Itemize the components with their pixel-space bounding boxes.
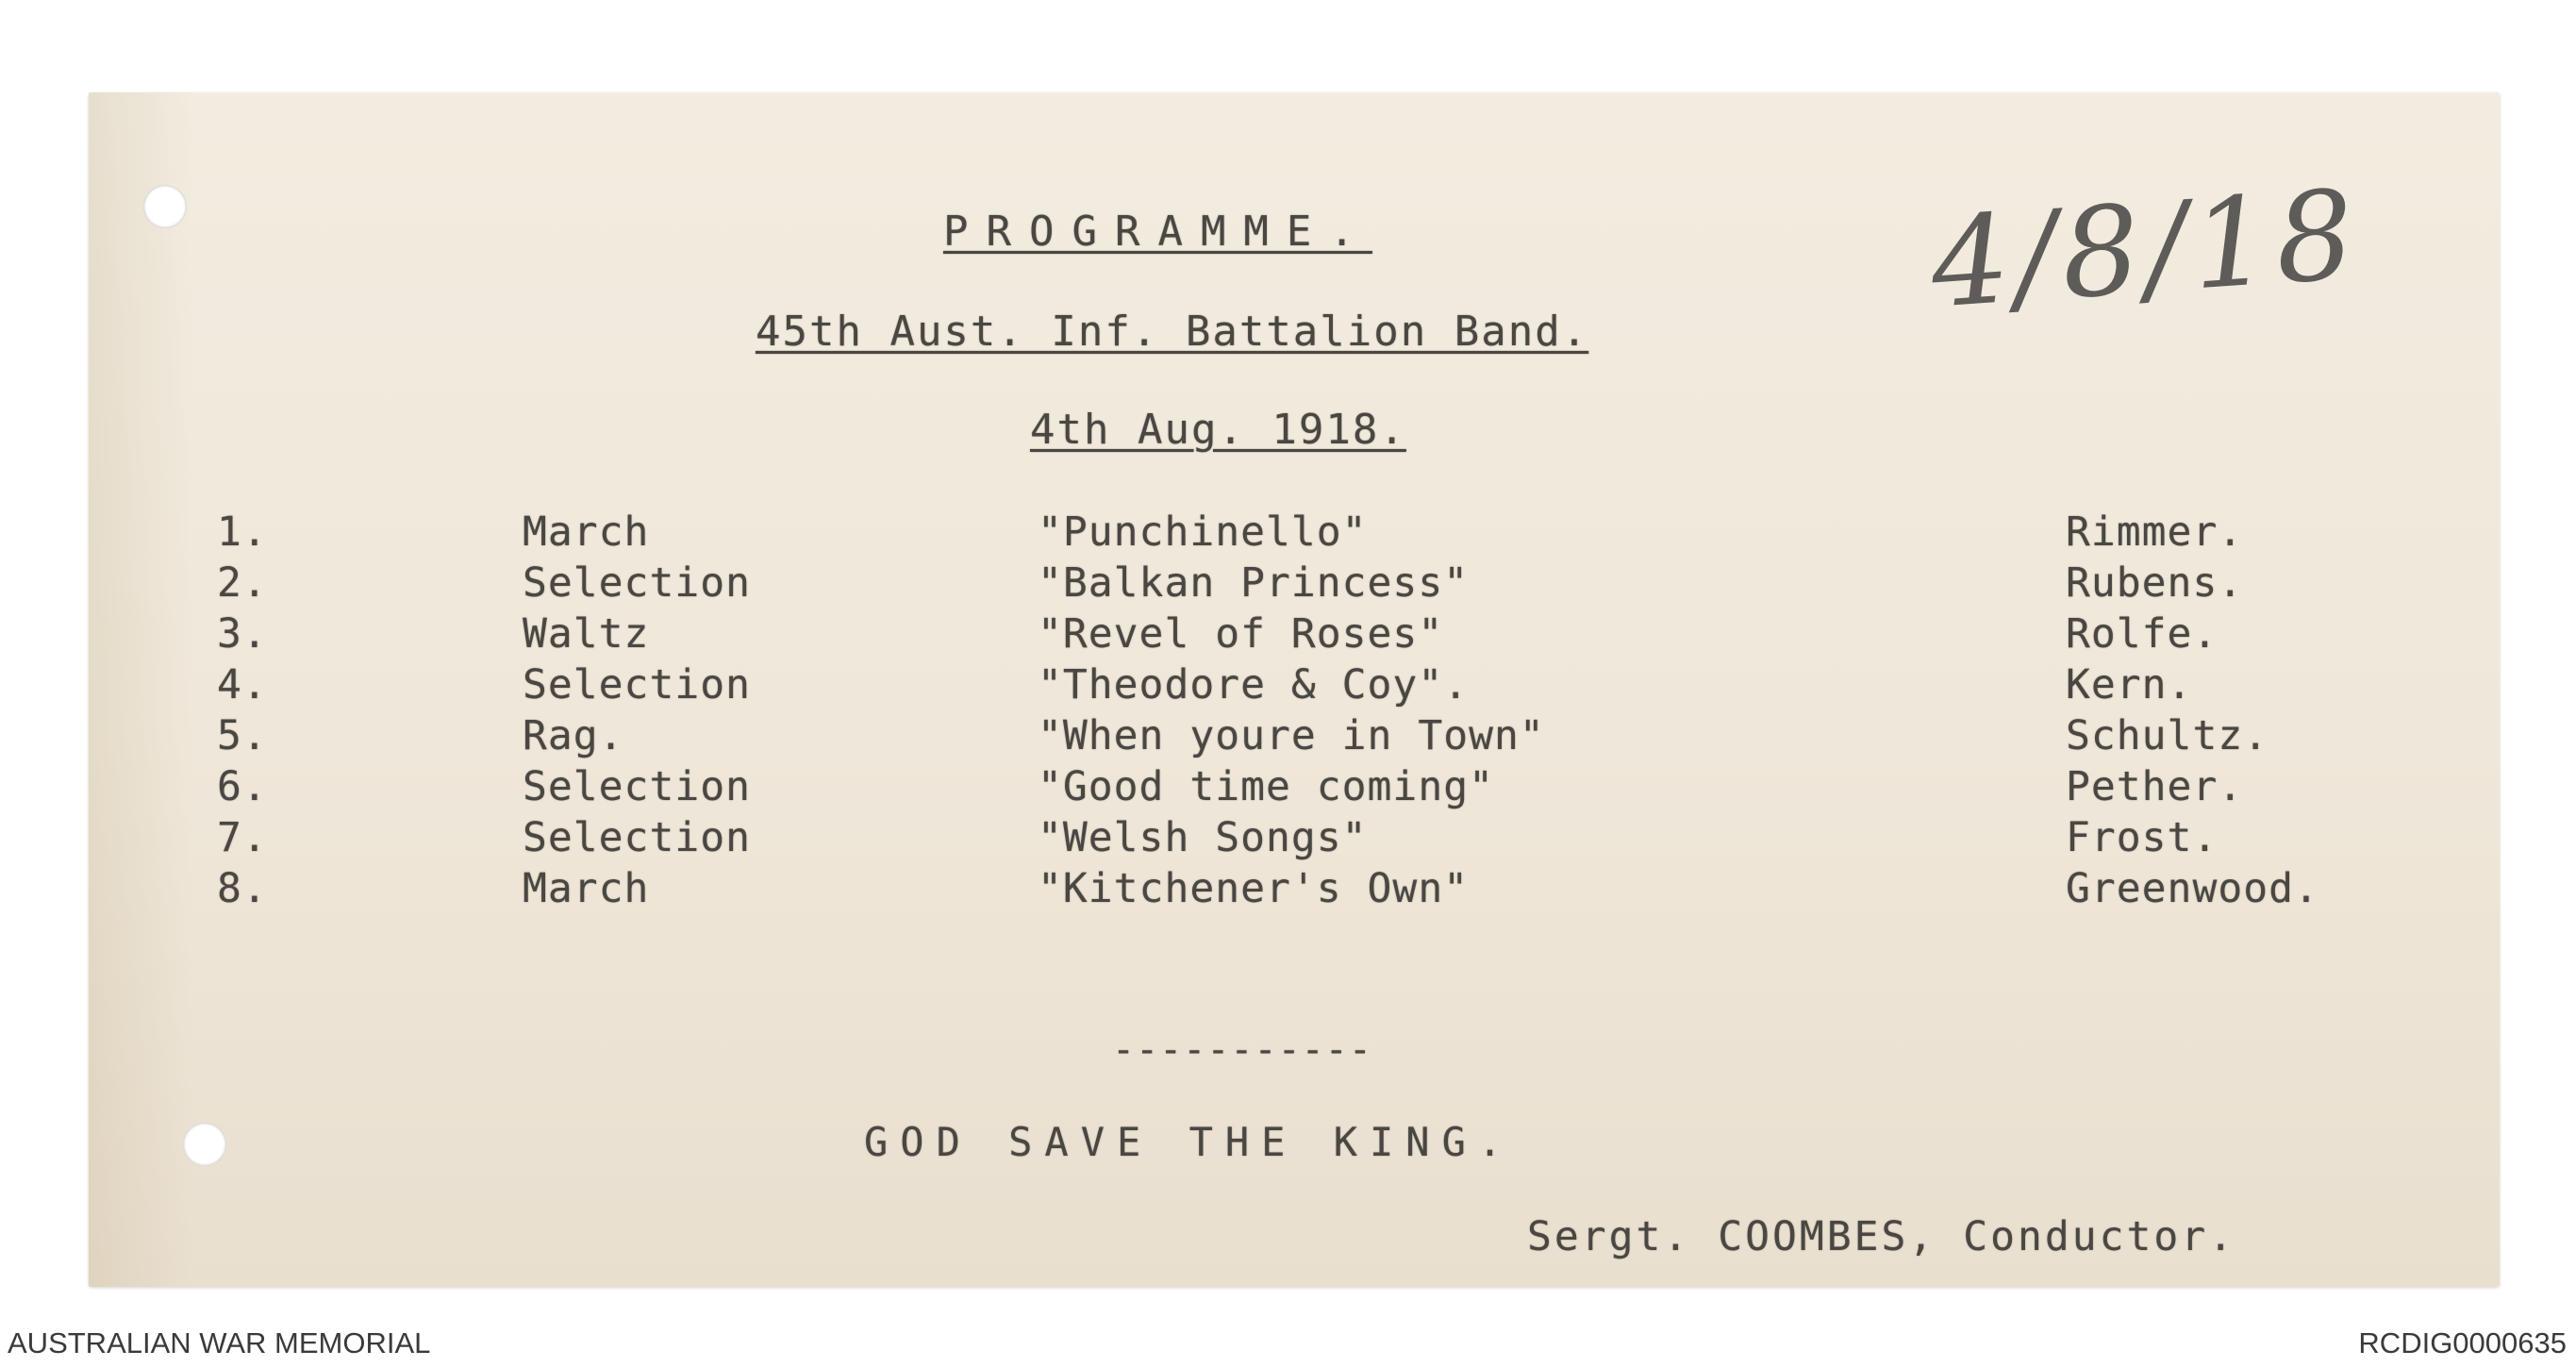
- item-title: "Theodore & Coy".: [1038, 661, 1470, 709]
- anthem-line: GOD SAVE THE KING.: [864, 1119, 1515, 1165]
- item-composer: Schultz.: [2066, 712, 2269, 759]
- handwritten-date: 4/8/18: [1926, 162, 2365, 336]
- item-title: "When youre in Town": [1038, 712, 1545, 759]
- programme-item: [217, 508, 2434, 559]
- programme-item: [217, 763, 2434, 814]
- conductor-signature: Sergt. COOMBES, Conductor.: [1527, 1213, 2236, 1260]
- programme-item: [217, 814, 2434, 865]
- item-composer: Pether.: [2066, 763, 2244, 810]
- item-title: "Kitchener's Own": [1038, 865, 1470, 912]
- divider-line: -----------: [1112, 1028, 1372, 1072]
- item-type: Rag.: [523, 712, 624, 759]
- programme-item: [217, 610, 2434, 661]
- item-number: 6.: [217, 763, 268, 810]
- item-title: "Good time coming": [1038, 763, 1494, 810]
- item-type: Waltz: [523, 610, 650, 658]
- footer-institution: AUSTRALIAN WAR MEMORIAL: [8, 1326, 431, 1359]
- item-type: Selection: [523, 661, 751, 709]
- item-type: Selection: [523, 763, 751, 810]
- document-paper: [89, 92, 2500, 1287]
- item-type: Selection: [523, 559, 751, 607]
- item-number: 7.: [217, 814, 268, 861]
- programme-title: PROGRAMME.: [943, 208, 1372, 256]
- programme-item: [217, 661, 2434, 712]
- item-number: 8.: [217, 865, 268, 912]
- punch-hole-bottom: [183, 1123, 226, 1166]
- item-title: "Welsh Songs": [1038, 814, 1368, 861]
- item-title: "Revel of Roses": [1038, 610, 1444, 658]
- item-type: March: [523, 865, 650, 912]
- item-composer: Rolfe.: [2066, 610, 2219, 658]
- band-name: 45th Aust. Inf. Battalion Band.: [756, 308, 1589, 356]
- item-number: 3.: [217, 610, 268, 658]
- footer-catalogue-id: RCDIG0000635: [2358, 1326, 2567, 1359]
- item-number: 4.: [217, 661, 268, 709]
- punch-hole-top: [143, 185, 187, 228]
- item-composer: Rimmer.: [2066, 508, 2244, 556]
- item-type: Selection: [523, 814, 751, 861]
- item-number: 2.: [217, 559, 268, 607]
- item-number: 5.: [217, 712, 268, 759]
- item-title: "Balkan Princess": [1038, 559, 1470, 607]
- item-composer: Rubens.: [2066, 559, 2244, 607]
- programme-list: [217, 508, 2434, 916]
- programme-item: [217, 559, 2434, 610]
- item-composer: Kern.: [2066, 661, 2193, 709]
- item-composer: Frost.: [2066, 814, 2219, 861]
- item-type: March: [523, 508, 650, 556]
- item-number: 1.: [217, 508, 268, 556]
- item-title: "Punchinello": [1038, 508, 1368, 556]
- item-composer: Greenwood.: [2066, 865, 2319, 912]
- programme-item: [217, 865, 2434, 916]
- programme-item: [217, 712, 2434, 763]
- programme-date: 4th Aug. 1918.: [1030, 406, 1406, 454]
